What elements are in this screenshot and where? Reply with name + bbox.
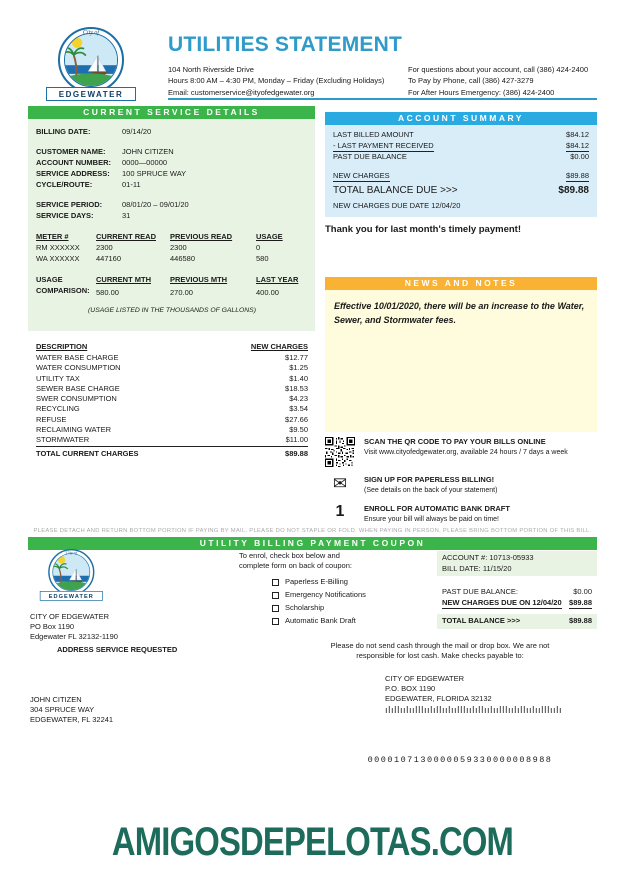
palm-sailboat-scene-icon (65, 34, 117, 86)
meter-id: RM XXXXXX (36, 243, 80, 252)
logo-seal (58, 27, 124, 93)
contact-info-line: For After Hours Emergency: (386) 424-2400 (408, 87, 555, 97)
return-address-line: PO Box 1190 (30, 622, 75, 631)
field-label: BILLING DATE: (36, 127, 91, 136)
past-due-label: PAST DUE BALANCE: (442, 587, 518, 596)
charge-amount: $27.66 (285, 414, 308, 424)
summary-amount: $0.00 (570, 152, 589, 161)
summary-label: LAST BILLED AMOUNT (333, 130, 414, 139)
charge-amount: $11.00 (285, 435, 308, 445)
field-value: 31 (122, 211, 131, 220)
qr-pay-title: SCAN THE QR CODE TO PAY YOUR BILLS ONLINE (364, 437, 546, 446)
customer-mailing-address (30, 695, 113, 725)
charges-table (28, 341, 315, 459)
coupon-past-due-row (437, 587, 597, 598)
paperless-subtitle: (See details on the back of your statement) (364, 486, 498, 494)
meter-row (36, 242, 308, 253)
coupon-total-amount: $89.88 (569, 616, 592, 625)
field-label: SERVICE ADDRESS: (36, 169, 110, 178)
enrollment-option-label: Automatic Bank Draft (285, 616, 356, 625)
coupon-total-label: TOTAL BALANCE >>> (442, 616, 521, 625)
usage-comparison-label: USAGE (36, 275, 63, 284)
contact-info (408, 64, 588, 98)
charge-amount: $1.40 (289, 373, 308, 383)
meter-column-header: CURRENT READ (96, 232, 156, 241)
field-label: SERVICE DAYS: (36, 211, 94, 220)
thank-you-message: Thank you for last month's timely payment! (325, 224, 521, 235)
postal-barcode: ılıllıılıılllıılıllıılıılllıılıllıılıılllıılıllıılıılllıılı (385, 706, 563, 716)
field-value: 09/14/20 (122, 127, 152, 136)
contact-info-line: For questions about your account, call (386) 424-2400 (408, 65, 589, 74)
bank-draft-subtitle: Ensure your bill will always be paid on time! (364, 515, 500, 523)
field-row (36, 168, 308, 179)
cash-warning-note: Please do not send cash through the mail or drop box. We are not responsible for lost cash. Make checks payable to: (330, 641, 550, 660)
meter-readings-table (36, 231, 308, 264)
usage-note: (USAGE LISTED IN THE THOUSANDS OF GALLONS) (88, 307, 256, 314)
summary-label: - LAST PAYMENT RECEIVED (333, 141, 434, 153)
coupon-account-summary (437, 551, 597, 629)
customer-address-line: EDGEWATER, FL 32241 (30, 715, 114, 724)
new-charges-row (333, 171, 589, 183)
usage-col-header: PREVIOUS MTH (170, 275, 228, 284)
summary-amount: $84.12 (566, 130, 589, 139)
detach-instructions: PLEASE DETACH AND RETURN BOTTOM PORTION IF PAYING BY MAIL. PLEASE DO NOT STAPLE OR FOLD. WHEN PAYING IN PERSON, PLEASE BRING BOTTOM PORTION OF THIS BILL. (33, 528, 592, 534)
enrollment-option-label: Paperless E-Billing (285, 577, 348, 586)
charges-header-row (36, 341, 308, 352)
usage-value: 270.00 (170, 288, 193, 297)
news-text: Effective 10/01/2020, there will be an increase to the Water, Sewer, and Stormwater fees. (334, 301, 585, 325)
logo-banner-text: EDGEWATER (46, 87, 136, 101)
field-label: SERVICE PERIOD: (36, 200, 103, 209)
charge-amount: $1.25 (289, 363, 308, 373)
city-return-address (30, 612, 118, 642)
header-divider (168, 98, 597, 100)
enrollment-checkbox[interactable] (272, 592, 279, 599)
enrol-line: complete form on back of coupon: (239, 561, 352, 570)
enrollment-instructions (239, 551, 366, 629)
charge-description: SWER CONSUMPTION (36, 394, 117, 404)
meter-current-read: 2300 (96, 243, 113, 252)
charge-amount: $3.54 (289, 404, 308, 414)
watermark-brand: AMIGOSDEPELOTAS.COM (111, 820, 514, 864)
customer-address-line: 304 SPRUCE WAY (30, 705, 95, 714)
field-label: CUSTOMER NAME: (36, 147, 106, 156)
address-service-requested: ADDRESS SERVICE REQUESTED (57, 645, 178, 654)
enrollment-checkbox[interactable] (272, 579, 279, 586)
meter-id: WA XXXXXX (36, 254, 80, 263)
payable-line: P.O. BOX 1190 (385, 684, 436, 693)
charge-description: UTILITY TAX (36, 373, 80, 383)
charge-row (36, 404, 308, 414)
field-row (36, 179, 308, 190)
logo-scene (64, 33, 118, 87)
charge-amount: $9.50 (289, 425, 308, 435)
envelope-icon (325, 475, 355, 492)
enrollment-option (272, 577, 366, 587)
coupon-account-number: ACCOUNT #: 10713-05933 (442, 553, 534, 562)
palm-sailboat-scene-icon (53, 554, 89, 590)
usage-col-header: LAST YEAR (256, 275, 299, 284)
qr-pay-subtitle: Visit www.cityofedgewater.org, available 24 hours / 7 days a week (364, 448, 568, 456)
charge-amount: $4.23 (289, 394, 308, 404)
usage-value: 580.00 (96, 288, 119, 297)
total-balance-due-row (333, 184, 589, 198)
meter-usage: 0 (256, 243, 261, 252)
news-and-notes-panel (325, 290, 597, 432)
past-due-amount: $0.00 (573, 587, 592, 596)
office-info-line: 104 North Riverside Drive (168, 65, 254, 74)
usage-value: 400.00 (256, 288, 279, 297)
contact-info-line: To Pay by Phone, call (386) 427-3279 (408, 76, 534, 86)
field-value: JOHN CITIZEN (122, 147, 174, 156)
meter-usage: 580 (256, 254, 269, 263)
office-info-line: Hours 8:00 AM – 4:30 PM, Monday – Friday (Excluding Holidays) (168, 76, 385, 86)
charge-description: SEWER BASE CHARGE (36, 383, 120, 393)
total-label: TOTAL CURRENT CHARGES (36, 448, 139, 458)
enrollment-option (272, 603, 366, 613)
charge-row (36, 353, 308, 363)
logo-city-of-text: City of (82, 30, 100, 36)
logo-seal: City of (48, 549, 94, 595)
return-address-line: CITY OF EDGEWATER (30, 612, 110, 621)
account-summary-header: ACCOUNT SUMMARY (325, 112, 597, 125)
total-balance-label: TOTAL BALANCE DUE >>> (333, 185, 458, 196)
field-value: 100 SPRUCE WAY (122, 169, 187, 178)
coupon-bill-date: BILL DATE: 11/15/20 (442, 563, 512, 573)
payment-scanline-number: 0000107130000059330000008988 (367, 755, 553, 765)
charge-description: REFUSE (36, 414, 67, 424)
meter-previous-read: 2300 (170, 243, 187, 252)
charge-row (36, 435, 308, 446)
meter-current-read: 447160 (96, 254, 122, 263)
description-column-header: DESCRIPTION (36, 342, 88, 351)
logo-scene (52, 553, 90, 591)
edgewater-city-logo (32, 27, 150, 101)
new-charges-column-header: NEW CHARGES (250, 342, 308, 351)
charge-description: RECLAIMING WATER (36, 425, 112, 435)
qr-pay-item (325, 437, 597, 467)
paperless-title: SIGN UP FOR PAPERLESS BILLING! (364, 475, 495, 484)
charge-row (36, 394, 308, 404)
customer-address-line: JOHN CITIZEN (30, 695, 82, 704)
coupon-new-charges-amount: $89.88 (569, 598, 592, 610)
new-charges-amount: $89.88 (566, 171, 589, 183)
edgewater-city-logo-small: City of EDGEWATER (30, 549, 113, 601)
account-summary-panel (325, 125, 597, 217)
news-and-notes-header: NEWS AND NOTES (325, 277, 597, 290)
field-value: 08/01/20 – 09/01/20 (122, 200, 189, 209)
due-date-line: NEW CHARGES DUE DATE 12/04/20 (333, 201, 461, 210)
bank-draft-title: ENROLL FOR AUTOMATIC BANK DRAFT (364, 504, 510, 514)
charge-amount: $18.53 (285, 383, 308, 393)
field-value: 01-11 (122, 180, 141, 189)
current-service-details-header: CURRENT SERVICE DETAILS (28, 106, 315, 119)
payment-coupon-header: UTILITY BILLING PAYMENT COUPON (28, 537, 597, 550)
coupon-total-balance-row (437, 614, 597, 629)
charge-description: WATER CONSUMPTION (36, 363, 121, 373)
enrollment-option-label: Scholarship (285, 603, 325, 612)
make-checks-payable-address (385, 674, 562, 716)
coupon-new-charges-label: NEW CHARGES DUE ON 12/04/20 (442, 598, 562, 610)
return-address-line: Edgewater FL 32132-1190 (30, 632, 118, 641)
field-row (36, 157, 308, 168)
paperless-billing-item (325, 475, 597, 496)
payment-options-section (325, 437, 597, 533)
usage-comparison: USAGE COMPARISON: CURRENT MTH 580.00 PREVIOUS MTH 270.00 LAST YEAR 400.00 (36, 274, 308, 298)
enrollment-option (272, 616, 366, 626)
meter-row (36, 253, 308, 264)
charge-row (36, 415, 308, 425)
new-charges-label: NEW CHARGES (333, 171, 390, 183)
enrollment-checkbox[interactable] (272, 618, 279, 625)
enrol-line: To enrol, check box below and (239, 551, 340, 560)
charge-description: RECYCLING (36, 404, 80, 414)
field-value: 0000—00000 (122, 158, 168, 167)
bank-draft-item (325, 504, 597, 525)
page-title: UTILITIES STATEMENT (168, 33, 403, 56)
charge-description: STORMWATER (36, 435, 90, 445)
field-row (36, 210, 308, 221)
number-one-icon: 1 (335, 503, 345, 521)
charge-row (36, 425, 308, 435)
account-info-box (437, 551, 597, 576)
enrollment-option-label: Emergency Notifications (285, 590, 366, 599)
total-balance-amount: $89.88 (558, 185, 589, 196)
charge-amount: $12.77 (285, 353, 308, 362)
payable-line: CITY OF EDGEWATER (385, 674, 465, 683)
summary-label: PAST DUE BALANCE (333, 152, 407, 161)
total-amount: $89.88 (285, 448, 308, 458)
field-row (36, 126, 308, 137)
enrollment-options (272, 577, 366, 626)
office-info (168, 64, 384, 98)
coupon-new-charges-row (437, 598, 597, 610)
summary-row (333, 152, 589, 163)
meter-previous-read: 446580 (170, 254, 196, 263)
meter-column-header: USAGE (256, 232, 283, 241)
total-current-charges-row (36, 448, 308, 459)
current-service-details-panel (28, 119, 315, 331)
usage-col-header: CURRENT MTH (96, 275, 151, 284)
enrollment-option (272, 590, 366, 600)
office-info-line: Email: customerservice@ityofedgewater.org (168, 87, 315, 97)
charge-row (36, 363, 308, 373)
charge-row (36, 384, 308, 394)
meter-column-header: METER # (36, 232, 69, 241)
summary-row (333, 141, 589, 153)
summary-amount: $84.12 (566, 141, 589, 153)
field-row (36, 146, 308, 157)
enrollment-checkbox[interactable] (272, 605, 279, 612)
qr-code-icon (325, 437, 355, 467)
field-label: CYCLE/ROUTE: (36, 180, 93, 189)
summary-row (333, 130, 589, 141)
meter-column-header: PREVIOUS READ (170, 232, 233, 241)
charge-description: WATER BASE CHARGE (36, 353, 119, 362)
payable-line: EDGEWATER, FLORIDA 32132 (385, 694, 492, 703)
field-label: ACCOUNT NUMBER: (36, 158, 111, 167)
field-row (36, 199, 308, 210)
charge-row (36, 374, 308, 384)
